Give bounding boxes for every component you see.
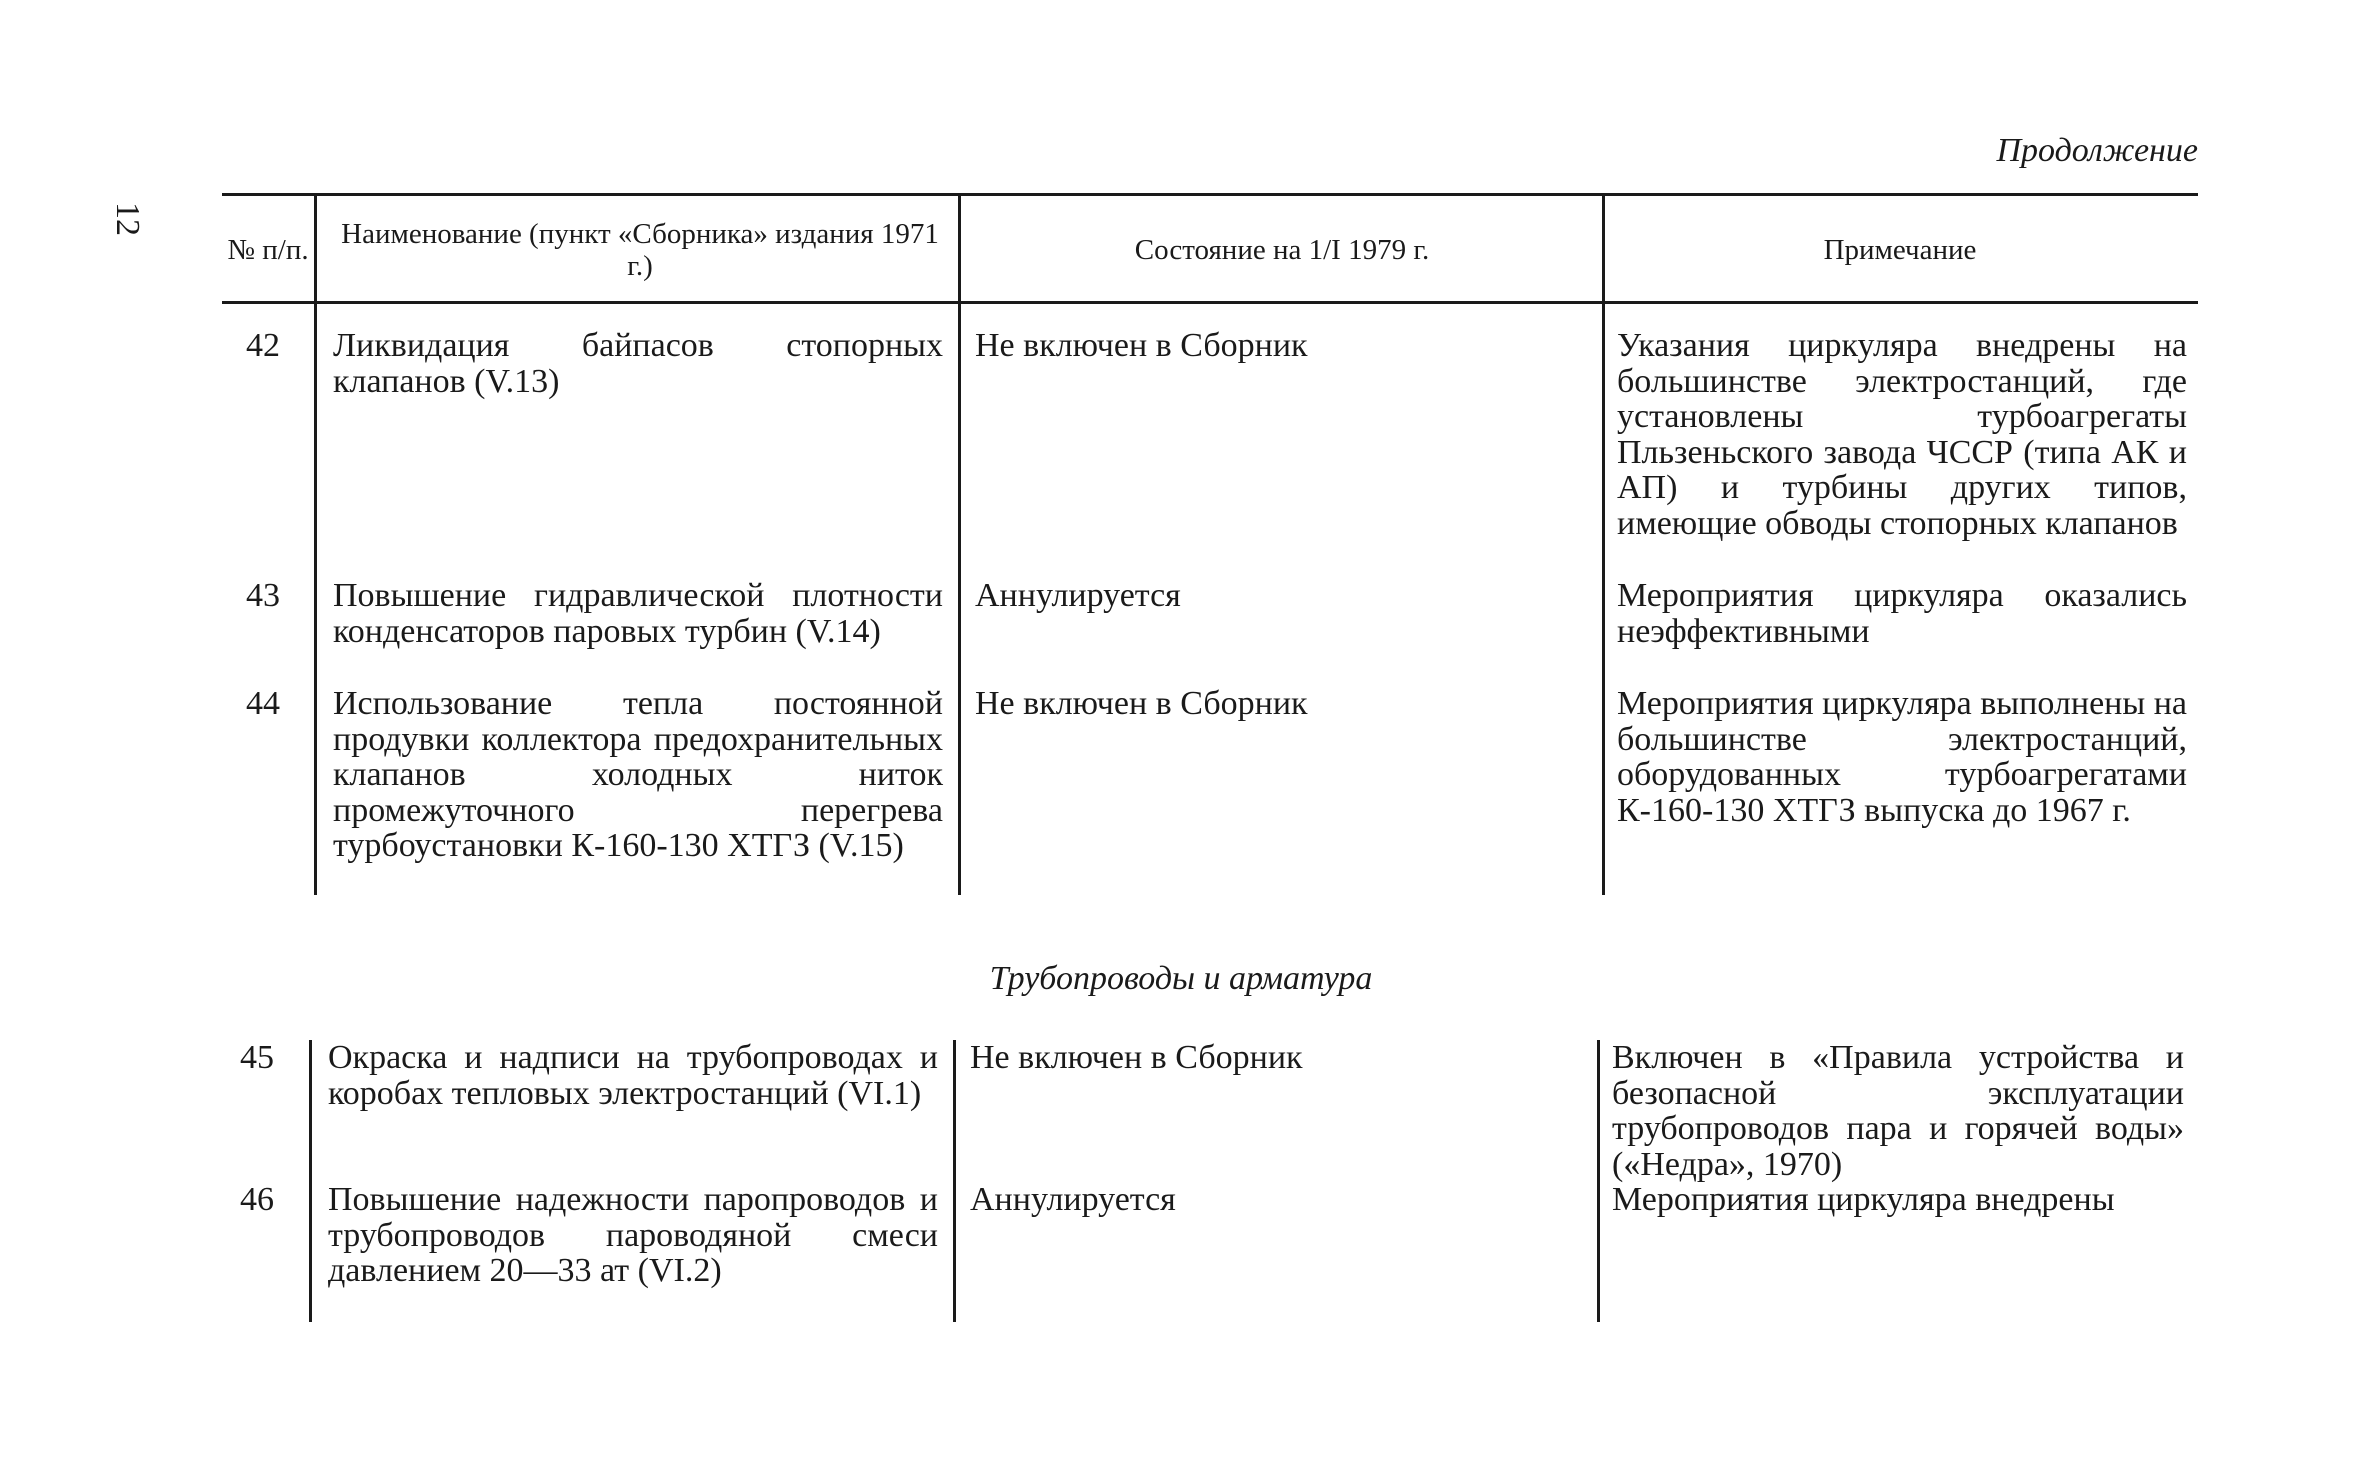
row-note: Указания циркуляра внедрены на большинстве электростанций, где установлены турбоагрегаты Пльзеньского завода ЧССР (типа АК и АП) и турбины других типов, имеющие обводы стопорных клапанов [1617,327,2187,542]
page-number: 12 [109,202,146,236]
header-bottom-rule [222,301,2198,304]
row-state: Аннулируется [975,577,1181,614]
row-name: Ликвидация байпасов стопорных клапанов (V.13) [333,327,943,400]
row-state: Не включен в Сборник [970,1039,1303,1076]
row-state: Не включен в Сборник [975,685,1308,722]
table-column-divider [1597,1040,1600,1322]
row-name: Окраска и надписи на трубопроводах и коробах тепловых электростанций (VI.1) [328,1039,938,1112]
table-column-divider [1602,195,1605,895]
header-note: Примечание [1823,234,1977,266]
section-title: Трубопроводы и арматура [989,960,1373,997]
row-number: 43 [246,577,280,614]
table-top-rule [222,193,2198,196]
row-number: 45 [240,1039,274,1076]
row-note: Мероприятия циркуляра оказались неэффективными [1617,577,2187,650]
continuation-label: Продолжение [1996,132,2198,169]
row-name: Использование тепла постоянной продувки коллектора предохранительных клапанов холодных ниток промежуточного перегрева турбоустановки К-160-130 ХТГЗ (V.15) [333,685,943,864]
row-state: Аннулируется [970,1181,1176,1218]
table-column-divider [958,195,961,895]
row-number: 46 [240,1181,274,1218]
table-column-divider [314,195,317,895]
row-note: Включен в «Правила устройства и безопасной эксплуатации трубопроводов пара и горячей воды» («Недра», 1970) [1612,1039,2184,1183]
row-note: Мероприятия циркуляра выполнены на большинстве электростанций, оборудованных турбоагрегатами К-160-130 ХТГЗ выпуска до 1967 г. [1617,685,2187,829]
row-note: Мероприятия циркуляра внедрены [1612,1181,2115,1218]
row-number: 44 [246,685,280,722]
row-name: Повышение надежности паропроводов и трубопроводов пароводяной смеси давлением 20—33 ат (VI.2) [328,1181,938,1289]
table-column-divider [953,1040,956,1322]
header-name: Наименование (пункт «Сборника» издания 1971 г.) [341,218,939,282]
row-number: 42 [246,327,280,364]
row-name: Повышение гидравлической плотности конденсаторов паровых турбин (V.14) [333,577,943,650]
header-number: № п/п. [227,234,309,266]
header-state: Состояние на 1/I 1979 г. [1134,234,1430,266]
table-column-divider [309,1040,312,1322]
row-state: Не включен в Сборник [975,327,1308,364]
